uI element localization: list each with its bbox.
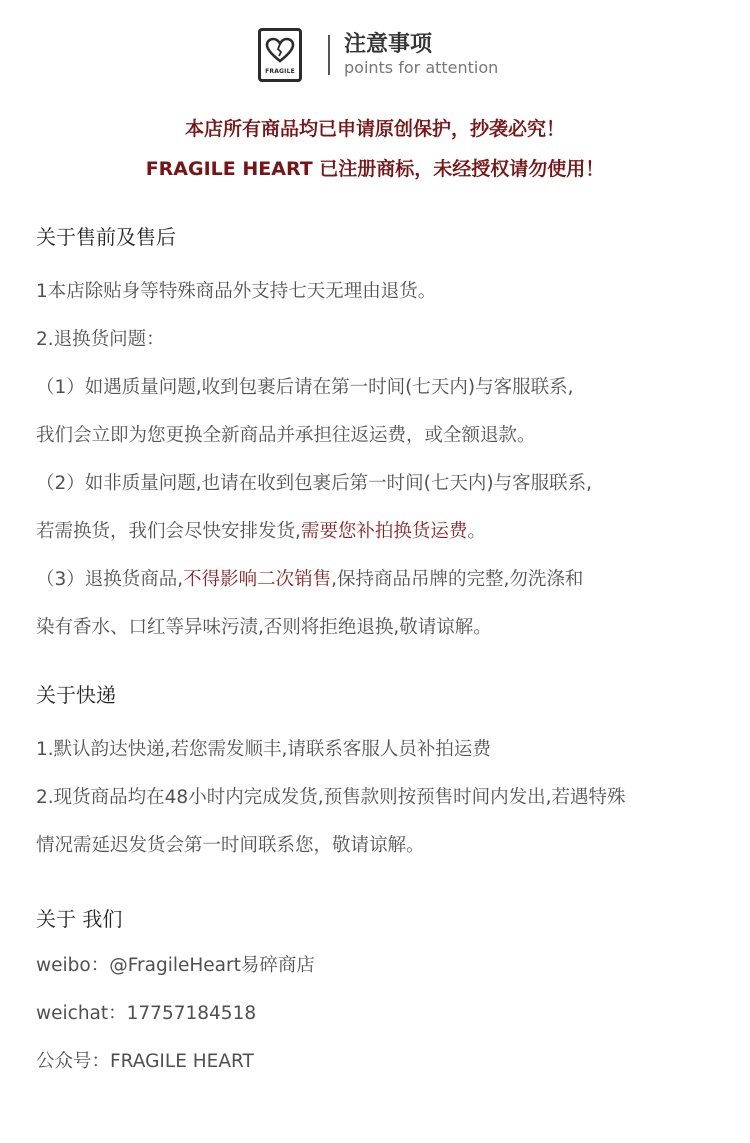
gzh-value: FRAGILE HEART <box>110 1051 254 1072</box>
weibo-label: weibo： <box>36 955 110 976</box>
text-line: 1本店除贴身等特殊商品外支持七天无理由退货。 <box>36 281 437 302</box>
text-line <box>36 565 583 591</box>
text-segment: 。 <box>467 521 486 542</box>
highlight-text: 不得影响二次销售 <box>183 569 332 590</box>
header-divider <box>328 35 330 75</box>
text-line: 情况需延迟发货会第一时间联系您，敬请谅解。 <box>36 835 425 856</box>
gzh-label: 公众号： <box>36 1051 111 1072</box>
text-segment: （3）退换货商品, <box>36 569 184 590</box>
wechat-line <box>36 999 256 1025</box>
weibo-line <box>36 951 315 977</box>
text-line: 染有香水、口红等异味污渍,否则将拒绝退换,敬请谅解。 <box>36 617 492 638</box>
wechat-label: weichat： <box>36 1003 127 1024</box>
page-subtitle: points for attention <box>344 58 499 77</box>
text-line <box>36 517 486 543</box>
heart-icon <box>265 37 295 63</box>
fragile-heart-logo <box>258 28 302 82</box>
section-title-express: 关于快递 <box>36 683 116 707</box>
text-line: （1）如遇质量问题,收到包裹后请在第一时间(七天内)与客服联系, <box>36 377 574 398</box>
text-line: 1.默认韵达快递,若您需发顺丰,请联系客服人员补拍运费 <box>36 739 491 760</box>
text-segment: 若需换货，我们会尽快安排发货, <box>36 521 301 542</box>
wechat-value: 17757184518 <box>126 1003 257 1024</box>
page-title: 注意事项 <box>344 32 433 57</box>
section-title-about: 关于 我们 <box>36 907 123 931</box>
weibo-value: @FragileHeart易碎商店 <box>109 955 315 976</box>
text-line: 2.退换货问题： <box>36 329 165 350</box>
copyright-notice: 本店所有商品均已申请原创保护，抄袭必究！ <box>184 118 565 140</box>
gzh-line <box>36 1047 254 1073</box>
text-line: 我们会立即为您更换全新商品并承担往返运费，或全额退款。 <box>36 425 536 446</box>
page-header <box>258 28 498 82</box>
section-title-presale: 关于售前及售后 <box>36 225 176 249</box>
trademark-notice: FRAGILE HEART 已注册商标，未经授权请勿使用！ <box>145 158 605 180</box>
highlight-text: 需要您补拍换货运费 <box>300 521 468 542</box>
text-line: （2）如非质量问题,也请在收到包裹后第一时间(七天内)与客服联系, <box>36 473 592 494</box>
text-segment: ,保持商品吊牌的完整,勿洗涤和 <box>331 569 584 590</box>
text-line: 2.现货商品均在48小时内完成发货,预售款则按预售时间内发出,若遇特殊 <box>36 787 626 808</box>
logo-text: FRAGILE <box>265 68 295 75</box>
